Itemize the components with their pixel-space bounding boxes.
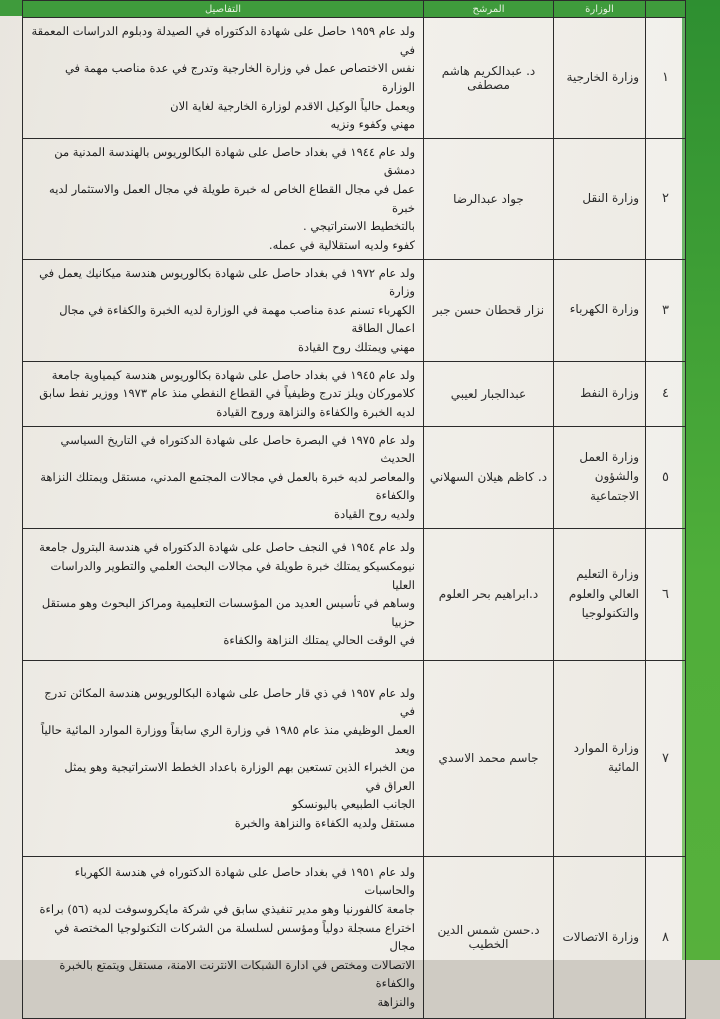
row-number: ٨	[646, 856, 686, 1018]
table-row	[23, 259, 686, 361]
details-line: ولد عام ١٩٧٥ في البصرة حاصل على شهادة الدكتوراه في التاريخ السياسي الحديث	[60, 432, 415, 466]
candidate-name: د.ابراهيم بحر العلوم	[424, 528, 554, 660]
header-candidate: المرشح	[424, 1, 554, 18]
details-line: ولديه روح القيادة	[334, 507, 415, 521]
details-line: وساهم في تأسيس العديد من المؤسسات التعليمية ومراكز البحوث وهو مستقل حزبيا	[41, 596, 415, 629]
details-cell	[23, 856, 424, 1018]
details-line: بالتخطيط الاستراتيجي .	[303, 219, 415, 234]
candidate-name: جاسم محمد الاسدي	[424, 660, 554, 856]
details-line: عمل في مجال القطاع الخاص له خبرة طويلة في مجال العمل والاستثمار لديه خبرة	[49, 182, 415, 215]
row-number: ٢	[646, 138, 686, 259]
details-cell	[23, 259, 424, 361]
header-number	[646, 1, 686, 18]
details-line: ويعمل حالياً الوكيل الاقدم لوزارة الخارجية لغاية الان	[170, 98, 415, 113]
details-line: اختراع مسجلة دولياً ومؤسس لسلسلة من الشركات التكنولوجيا المختصة في مجال	[54, 920, 415, 954]
details-line: ولد عام ١٩٤٥ في بغداد حاصل على شهادة بكالوريوس هندسة كيمياوية جامعة	[51, 367, 415, 382]
details-line: كلاموركان ويلز تدرج وظيفياً في القطاع النفطي منذ عام ١٩٧٣ ووزير نفط سابق	[39, 386, 415, 401]
details-line: من الخبراء الذين تستعين بهم الوزارة باعداد الخطط الاستراتيجية وهو يمثل العراق في	[64, 760, 415, 793]
details-line: لديه الخبرة والكفاءة والنزاهة وروح القيادة	[216, 404, 415, 419]
ministry-cell: وزارة الاتصالات	[554, 856, 646, 1018]
details-line: كفوء ولديه استقلالية في عمله.	[268, 237, 415, 252]
candidates-table	[22, 0, 686, 1019]
row-number: ٥	[646, 426, 686, 528]
details-cell	[23, 528, 424, 660]
details-line: الاتصالات ومختص في ادارة الشبكات الانترنت الامنة، مستقل ويتمتع بالخبرة والكفاءة	[59, 957, 415, 991]
ministry-cell: وزارة التعليم العالي والعلوم والتكنولوجيا	[554, 528, 646, 660]
table-row	[23, 138, 686, 259]
details-cell	[23, 660, 424, 856]
header-details: التفاصيل	[23, 1, 424, 18]
candidate-name: د. عبدالكريم هاشم مصطفى	[424, 18, 554, 139]
table-header-row	[23, 1, 686, 18]
details-line: ولد عام ١٩٥١ في بغداد حاصل على شهادة الدكتوراه في هندسة الكهرباء والحاسبات	[74, 864, 415, 898]
table-row	[23, 528, 686, 660]
details-line: مستقل ولديه الكفاءة والنزاهة والخبرة	[234, 816, 415, 830]
row-number: ٤	[646, 361, 686, 426]
candidate-name: د.حسن شمس الدين الخطيب	[424, 856, 554, 1018]
table-row	[23, 856, 686, 1018]
details-line: ولد عام ١٩٥٤ في النجف حاصل على شهادة الدكتوراه في هندسة البترول جامعة	[39, 540, 415, 555]
ministry-cell: وزارة الخارجية	[554, 18, 646, 139]
details-line: نفس الاختصاص عمل في وزارة الخارجية وتدرج في عدة مناصب مهمة في الوزارة	[64, 61, 415, 94]
table-row	[23, 18, 686, 139]
details-cell	[23, 426, 424, 528]
row-number: ٦	[646, 528, 686, 660]
details-line: جامعة كالفورنيا وهو مدير تنفيذي سابق في شركة مايكروسوفت لديه (٥٦) براءة	[39, 901, 415, 916]
details-line: الكهرباء تسنم عدة مناصب مهمة في الوزارة لديه الخبرة والكفاءة في مجال اعمال الطاقة	[59, 302, 415, 336]
details-line: في الوقت الحالي يمتلك النزاهة والكفاءة	[223, 633, 415, 648]
candidate-name: عبدالجبار لعيبي	[424, 361, 554, 426]
details-line: ولد عام ١٩٧٢ في بغداد حاصل على شهادة بكالوريوس هندسة ميكانيك يعمل في وزارة	[39, 265, 415, 299]
details-line: مهني وكفوء ونزيه	[330, 117, 415, 132]
green-margin-strip	[682, 0, 720, 960]
details-cell	[23, 361, 424, 426]
ministry-cell: وزارة العمل والشؤون الاجتماعية	[554, 426, 646, 528]
details-line: مهني ويمتلك روح القيادة	[297, 340, 415, 354]
details-line: العمل الوظيفي منذ عام ١٩٨٥ في وزارة الري سابقاً ووزارة الموارد المائية حالياً ويعد	[40, 722, 415, 756]
ministry-cell: وزارة النفط	[554, 361, 646, 426]
ministry-cell: وزارة الكهرباء	[554, 259, 646, 361]
details-cell	[23, 138, 424, 259]
header-ministry: الوزارة	[554, 1, 646, 18]
details-line: والنزاهة	[377, 995, 415, 1009]
details-line: والمعاصر لديه خبرة بالعمل في مجالات المجتمع المدني، مستقل ويمتلك النزاهة والكفاءة	[40, 469, 415, 503]
row-number: ٧	[646, 660, 686, 856]
row-number: ١	[646, 18, 686, 139]
details-line: ولد عام ١٩٥٩ حاصل على شهادة الدكتوراه في الصيدلة ودبلوم الدراسات المعمقة في	[31, 24, 415, 57]
details-cell	[23, 18, 424, 139]
candidate-name: جواد عبدالرضا	[424, 138, 554, 259]
row-number: ٣	[646, 259, 686, 361]
details-line: نيومكسيكو يمتلك خبرة طويلة في مجالات البحث العلمي والتطوير والدراسات العليا	[50, 558, 415, 592]
details-line: الجانب الطبيعي باليونسكو	[291, 797, 415, 812]
details-line: ولد عام ١٩٤٤ في بغداد حاصل على شهادة البكالوريوس بالهندسة المدنية من دمشق	[54, 144, 415, 178]
ministry-cell: وزارة الموارد المائية	[554, 660, 646, 856]
table-row	[23, 660, 686, 856]
table-row	[23, 361, 686, 426]
candidate-name: نزار قحطان حسن جبر	[424, 259, 554, 361]
ministry-cell: وزارة النقل	[554, 138, 646, 259]
details-line: ولد عام ١٩٥٧ في ذي قار حاصل على شهادة البكالوريوس هندسة المكائن تدرج في	[44, 685, 415, 719]
candidate-name: د. كاظم هيلان السهلاني	[424, 426, 554, 528]
table-row	[23, 426, 686, 528]
